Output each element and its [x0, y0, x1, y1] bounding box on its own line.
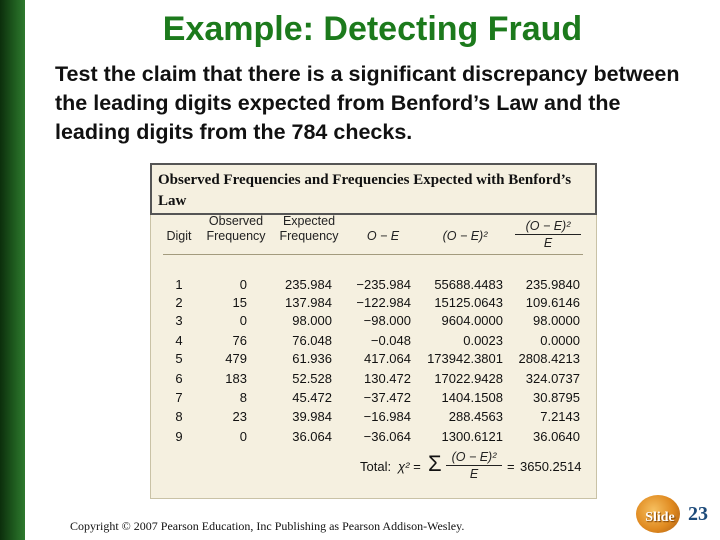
- cell-o-minus-e: −0.048: [370, 333, 411, 348]
- header-expected-line1: Expected: [282, 214, 336, 228]
- cell-digit: 5: [175, 351, 183, 366]
- cell-o-minus-e-squared: 9604.0000: [441, 313, 503, 328]
- header-observed-line1: Observed: [208, 214, 264, 228]
- cell-observed: 0: [239, 277, 247, 292]
- cell-chi-term: 109.6146: [525, 295, 580, 310]
- table-caption-box: [150, 163, 597, 215]
- slide-number: 23: [688, 503, 708, 525]
- cell-o-minus-e-squared: 55688.4483: [434, 277, 503, 292]
- total-chi-symbol: χ² =: [398, 459, 421, 474]
- cell-chi-term: 0.0000: [540, 333, 580, 348]
- cell-o-minus-e: 417.064: [364, 351, 411, 366]
- cell-observed: 0: [239, 429, 247, 444]
- total-numerator: (O − E)²: [446, 450, 502, 466]
- cell-expected: 61.936: [292, 351, 332, 366]
- cell-digit: 6: [175, 371, 183, 386]
- cell-o-minus-e: −16.984: [363, 409, 411, 424]
- cell-o-minus-e-squared: 1404.1508: [441, 390, 503, 405]
- cell-expected: 235.984: [285, 277, 332, 292]
- cell-digit: 1: [175, 277, 183, 292]
- slide-title: Example: Detecting Fraud: [162, 10, 583, 48]
- cell-chi-term: 7.2143: [540, 409, 580, 424]
- cell-expected: 36.064: [292, 429, 332, 444]
- cell-o-minus-e-squared: 0.0023: [463, 333, 503, 348]
- cell-o-minus-e-squared: 15125.0643: [434, 295, 503, 310]
- cell-o-minus-e: −37.472: [363, 390, 411, 405]
- header-o-minus-e-squared: (O − E)²: [442, 229, 488, 243]
- header-observed-line2: Frequency: [206, 229, 266, 243]
- header-o-minus-e: O − E: [366, 229, 400, 243]
- table-caption: Observed Frequencies and Frequencies Expected with Benford’s Law: [158, 172, 572, 209]
- cell-o-minus-e-squared: 1300.6121: [441, 429, 503, 444]
- cell-digit: 8: [175, 409, 183, 424]
- cell-o-minus-e-squared: 17022.9428: [434, 371, 503, 386]
- cell-observed: 76: [232, 333, 247, 348]
- total-sigma: Σ: [428, 451, 442, 476]
- cell-o-minus-e: −122.984: [356, 295, 411, 310]
- total-label: Total:: [360, 459, 392, 474]
- cell-o-minus-e: −98.000: [363, 313, 411, 328]
- copyright-footer: Copyright © 2007 Pearson Education, Inc Publishing as Pearson Addison-Wesley.: [70, 519, 465, 533]
- cell-expected: 45.472: [292, 390, 332, 405]
- cell-digit: 3: [175, 313, 183, 328]
- left-accent-bar: [0, 0, 25, 540]
- total-equals: =: [507, 459, 515, 474]
- cell-o-minus-e-squared: 173942.3801: [427, 351, 503, 366]
- cell-digit: 4: [175, 333, 183, 348]
- cell-chi-term: 324.0737: [525, 371, 580, 386]
- header-chi-denominator: E: [543, 236, 553, 250]
- cell-expected: 39.984: [292, 409, 332, 424]
- slide-body-text: Test the claim that there is a significant discrepancy between the leading digits expected from Benford’s Law and the leading digits from the 784 checks.: [55, 62, 680, 144]
- cell-observed: 23: [232, 409, 247, 424]
- cell-expected: 137.984: [285, 295, 332, 310]
- cell-observed: 0: [239, 313, 247, 328]
- cell-digit: 2: [175, 295, 183, 310]
- cell-observed: 183: [225, 371, 247, 386]
- cell-o-minus-e-squared: 288.4563: [448, 409, 503, 424]
- header-expected-line2: Frequency: [279, 229, 339, 243]
- cell-digit: 7: [175, 390, 183, 405]
- cell-chi-term: 30.8795: [533, 390, 580, 405]
- cell-chi-term: 36.0640: [533, 429, 580, 444]
- cell-o-minus-e: 130.472: [364, 371, 411, 386]
- cell-observed: 479: [225, 351, 247, 366]
- cell-o-minus-e: −36.064: [363, 429, 411, 444]
- total-value: 3650.2514: [520, 459, 582, 474]
- cell-expected: 52.528: [292, 371, 332, 386]
- header-digit: Digit: [166, 229, 192, 243]
- header-chi-term: [515, 219, 581, 250]
- cell-chi-term: 235.9840: [525, 277, 580, 292]
- cell-observed: 8: [239, 390, 247, 405]
- cell-digit: 9: [175, 429, 183, 444]
- cell-expected: 98.000: [292, 313, 332, 328]
- cell-observed: 15: [232, 295, 247, 310]
- slide-label: Slide: [645, 510, 675, 525]
- header-chi-numerator: (O − E)²: [515, 219, 581, 235]
- cell-chi-term: 2808.4213: [518, 351, 580, 366]
- total-denominator: E: [469, 467, 479, 481]
- total-fraction: [446, 450, 502, 481]
- cell-o-minus-e: −235.984: [356, 277, 411, 292]
- cell-expected: 76.048: [292, 333, 332, 348]
- cell-chi-term: 98.0000: [533, 313, 580, 328]
- header-rule: [163, 254, 583, 255]
